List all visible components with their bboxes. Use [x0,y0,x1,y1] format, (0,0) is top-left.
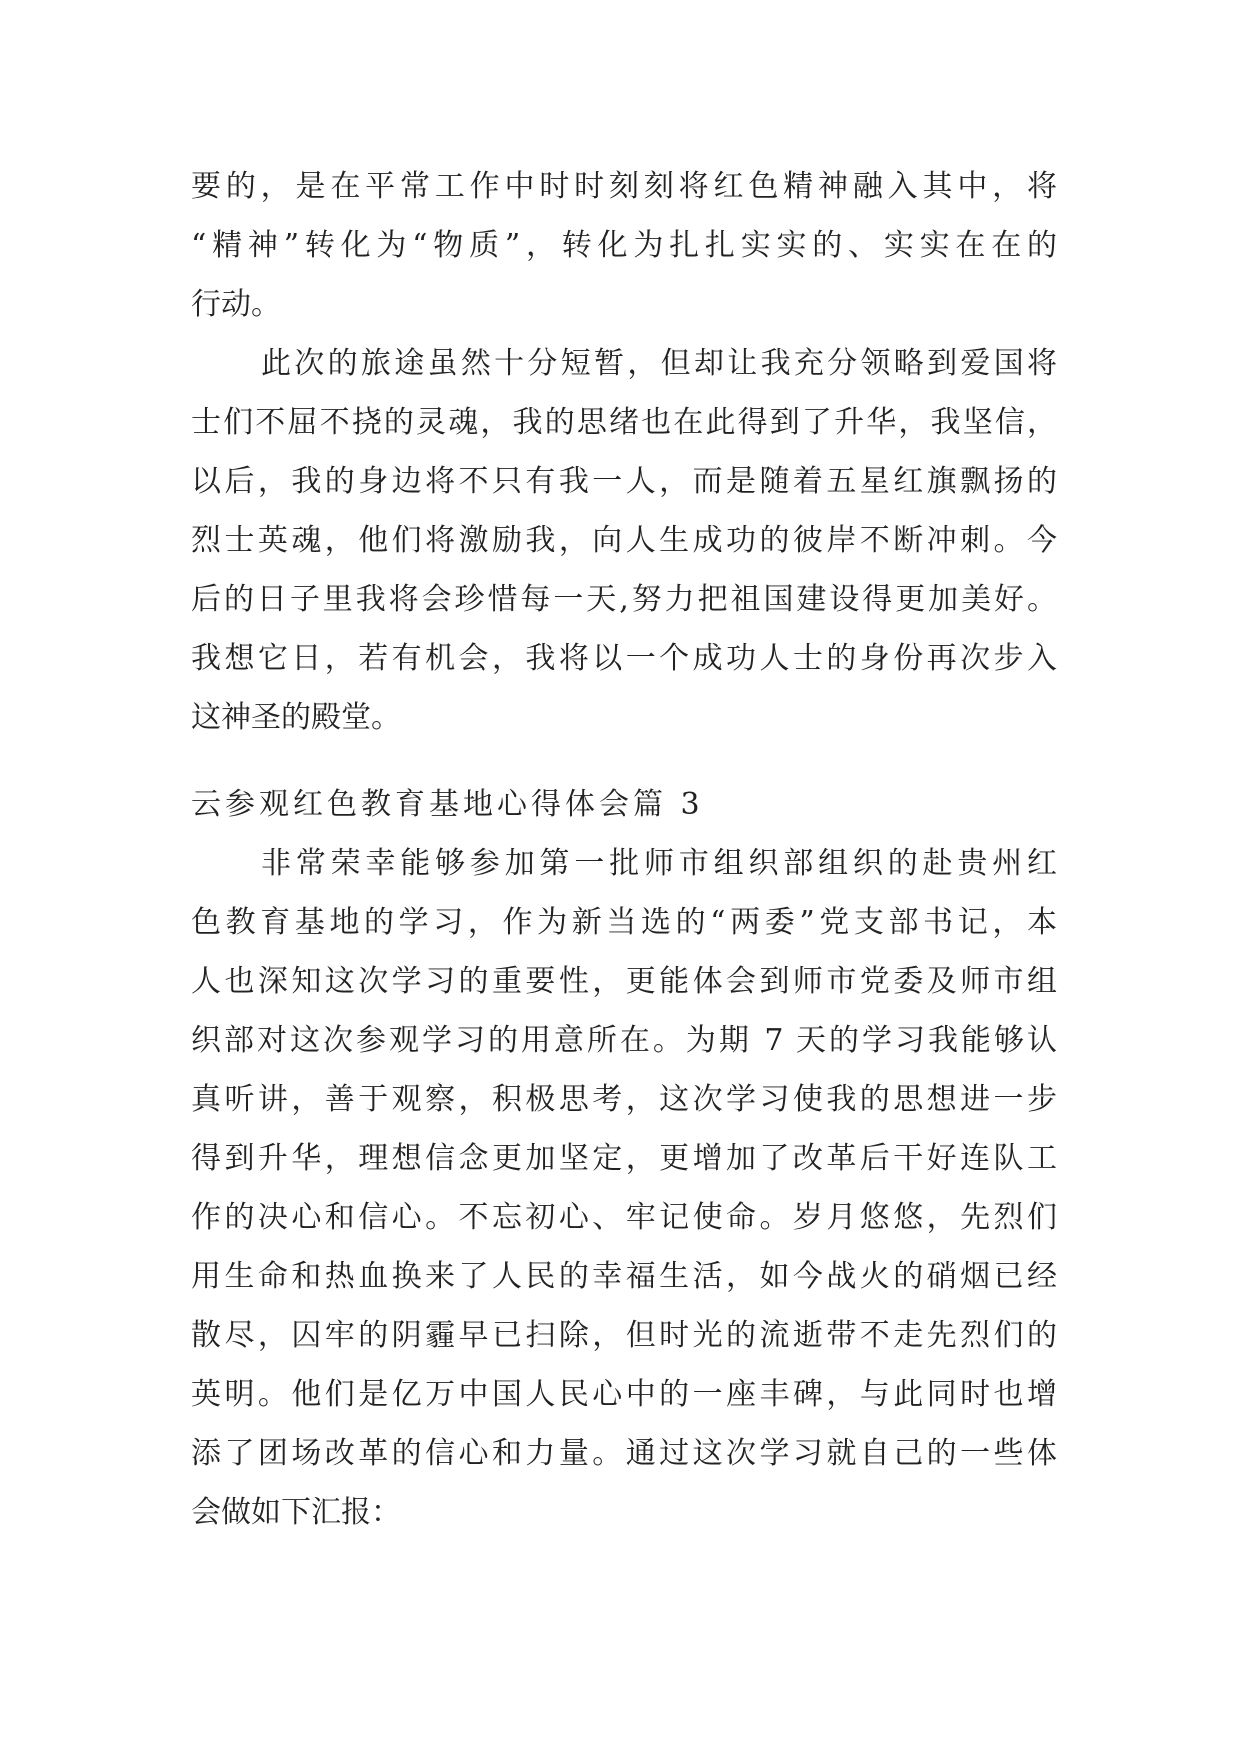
text-line: 以后，我的身边将不只有我一人，而是随着五星红旗飘扬的 [191,464,1057,499]
text-line: 我想它日，若有机会，我将以一个成功人士的身份再次步入 [191,641,1057,676]
text-line: 会做如下汇报： [191,1495,401,1530]
text-line: 作的决心和信心。不忘初心、牢记使命。岁月悠悠，先烈们 [191,1200,1057,1235]
paragraph [191,334,1057,747]
text-line: 后的日子里我将会珍惜每一天,努力把祖国建设得更加美好。 [191,582,1057,617]
document-body [191,157,1057,1542]
text-line: 非常荣幸能够参加第一批师市组织部组织的赴贵州红 [261,846,1057,881]
text-line: 此次的旅途虽然十分短暂，但却让我充分领略到爱国将 [261,346,1057,381]
text-line: 织部对这次参观学习的用意所在。为期 7 天的学习我能够认 [191,1023,1057,1058]
text-line: 行动。 [191,287,281,322]
text-line: 英明。他们是亿万中国人民心中的一座丰碑，与此同时也增 [191,1377,1057,1412]
text-line: 添了团场改革的信心和力量。通过这次学习就自己的一些体 [191,1436,1057,1471]
text-line: 这神圣的殿堂。 [191,700,401,735]
text-line: 士们不屈不挠的灵魂，我的思绪也在此得到了升华，我坚信， [191,405,1057,440]
text-line: “精神”转化为“物质”，转化为扎扎实实的、实实在在的 [191,228,1057,263]
section-heading: 云参观红色教育基地心得体会篇 3 [191,787,704,822]
text-line: 人也深知这次学习的重要性，更能体会到师市党委及师市组 [191,964,1057,999]
text-line: 色教育基地的学习，作为新当选的“两委”党支部书记，本 [191,905,1057,940]
text-line: 要的，是在平常工作中时时刻刻将红色精神融入其中，将 [191,169,1057,204]
paragraph [191,157,1057,334]
text-line: 散尽，囚牢的阴霾早已扫除，但时光的流逝带不走先烈们的 [191,1318,1057,1353]
text-line: 烈士英魂，他们将激励我，向人生成功的彼岸不断冲刺。今 [191,523,1057,558]
text-line: 用生命和热血换来了人民的幸福生活，如今战火的硝烟已经 [191,1259,1057,1294]
text-line: 得到升华，理想信念更加坚定，更增加了改革后干好连队工 [191,1141,1057,1176]
paragraph [191,834,1057,1542]
text-line: 真听讲，善于观察，积极思考，这次学习使我的思想进一步 [191,1082,1057,1117]
